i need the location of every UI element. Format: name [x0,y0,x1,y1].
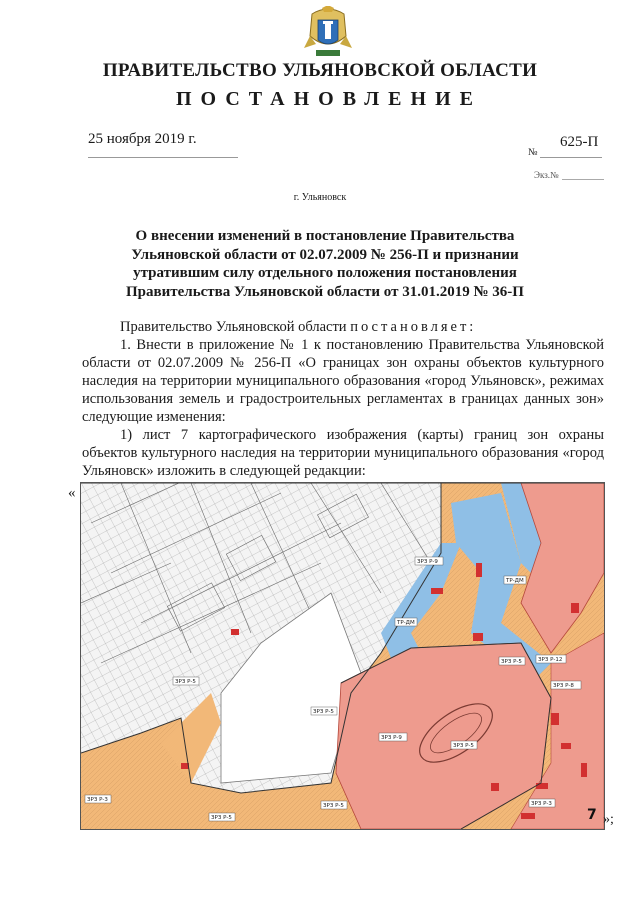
item-1-1-paragraph: 1) лист 7 картографического изображения (карты) границ зон охраны объектов культурного наследия на территории муниципального образования «город Ульяновск» изложить в следующей редакции: [82,427,604,479]
date-underline [88,157,238,158]
copy-label: Экз.№ [534,170,559,180]
sheet-number: 7 [587,807,597,823]
zone-map [80,482,605,830]
document-number: 625-П [560,134,599,150]
document-date: 25 ноября 2019 г. [88,131,197,147]
intro-paragraph [82,318,604,336]
map-label: ЗРЗ Р-5 [453,743,474,749]
document-type: ПОСТАНОВЛЕНИЕ [176,88,482,110]
title-line: Правительства Ульяновской области от 31.01.2019 № 36-П [126,283,524,300]
map-label: ТР-ДМ [506,578,524,584]
map-label: ЗРЗ Р-12 [538,657,563,663]
map-label: ЗРЗ Р-5 [211,815,232,821]
map-label: ЗРЗ Р-5 [323,803,344,809]
coat-of-arms-icon [302,6,354,62]
map-label: ЗРЗ Р-3 [87,797,108,803]
intro-text: Правительство Ульяновской области [120,319,347,335]
title-line: О внесении изменений в постановление Правительства [135,228,515,244]
government-name: ПРАВИТЕЛЬСТВО УЛЬЯНОВСКОЙ ОБЛАСТИ [102,60,538,81]
number-label: № [528,147,538,158]
number-underline [540,157,602,158]
map-label: ЗРЗ Р-5 [175,679,196,685]
map-label: ЗРЗ Р-8 [553,683,574,689]
copy-underline [562,179,604,180]
city-name: г. Ульяновск [293,192,347,203]
map-label: ЗРЗ Р-5 [501,659,522,665]
item-1-paragraph: 1. Внести в приложение № 1 к постановлению Правительства Ульяновской области от 02.07.2009 № 256-П «О границах зон охраны объектов культурного наследия на территории муниципального образования «город Ульяновск», режимах использования земель и градостроительных регламентах в границах данных зон» следующие изменения: [82,337,604,425]
map-label: ЗРЗ Р-9 [381,735,402,741]
title-line: Ульяновской области от 02.07.2009 № 256-П и признании [131,246,519,263]
map-label: ЗРЗ Р-3 [531,801,552,807]
intro-verb: постановляет: [350,319,477,335]
map-label: ЗРЗ Р-9 [417,559,438,565]
title-line: утратившим силу отдельного положения постановления [133,265,517,281]
quote-close: »; [603,812,614,827]
document-title [100,227,550,301]
map-label: ЗРЗ Р-5 [313,709,334,715]
quote-open: « [68,485,76,501]
map-label: ТР-ДМ [397,620,415,626]
